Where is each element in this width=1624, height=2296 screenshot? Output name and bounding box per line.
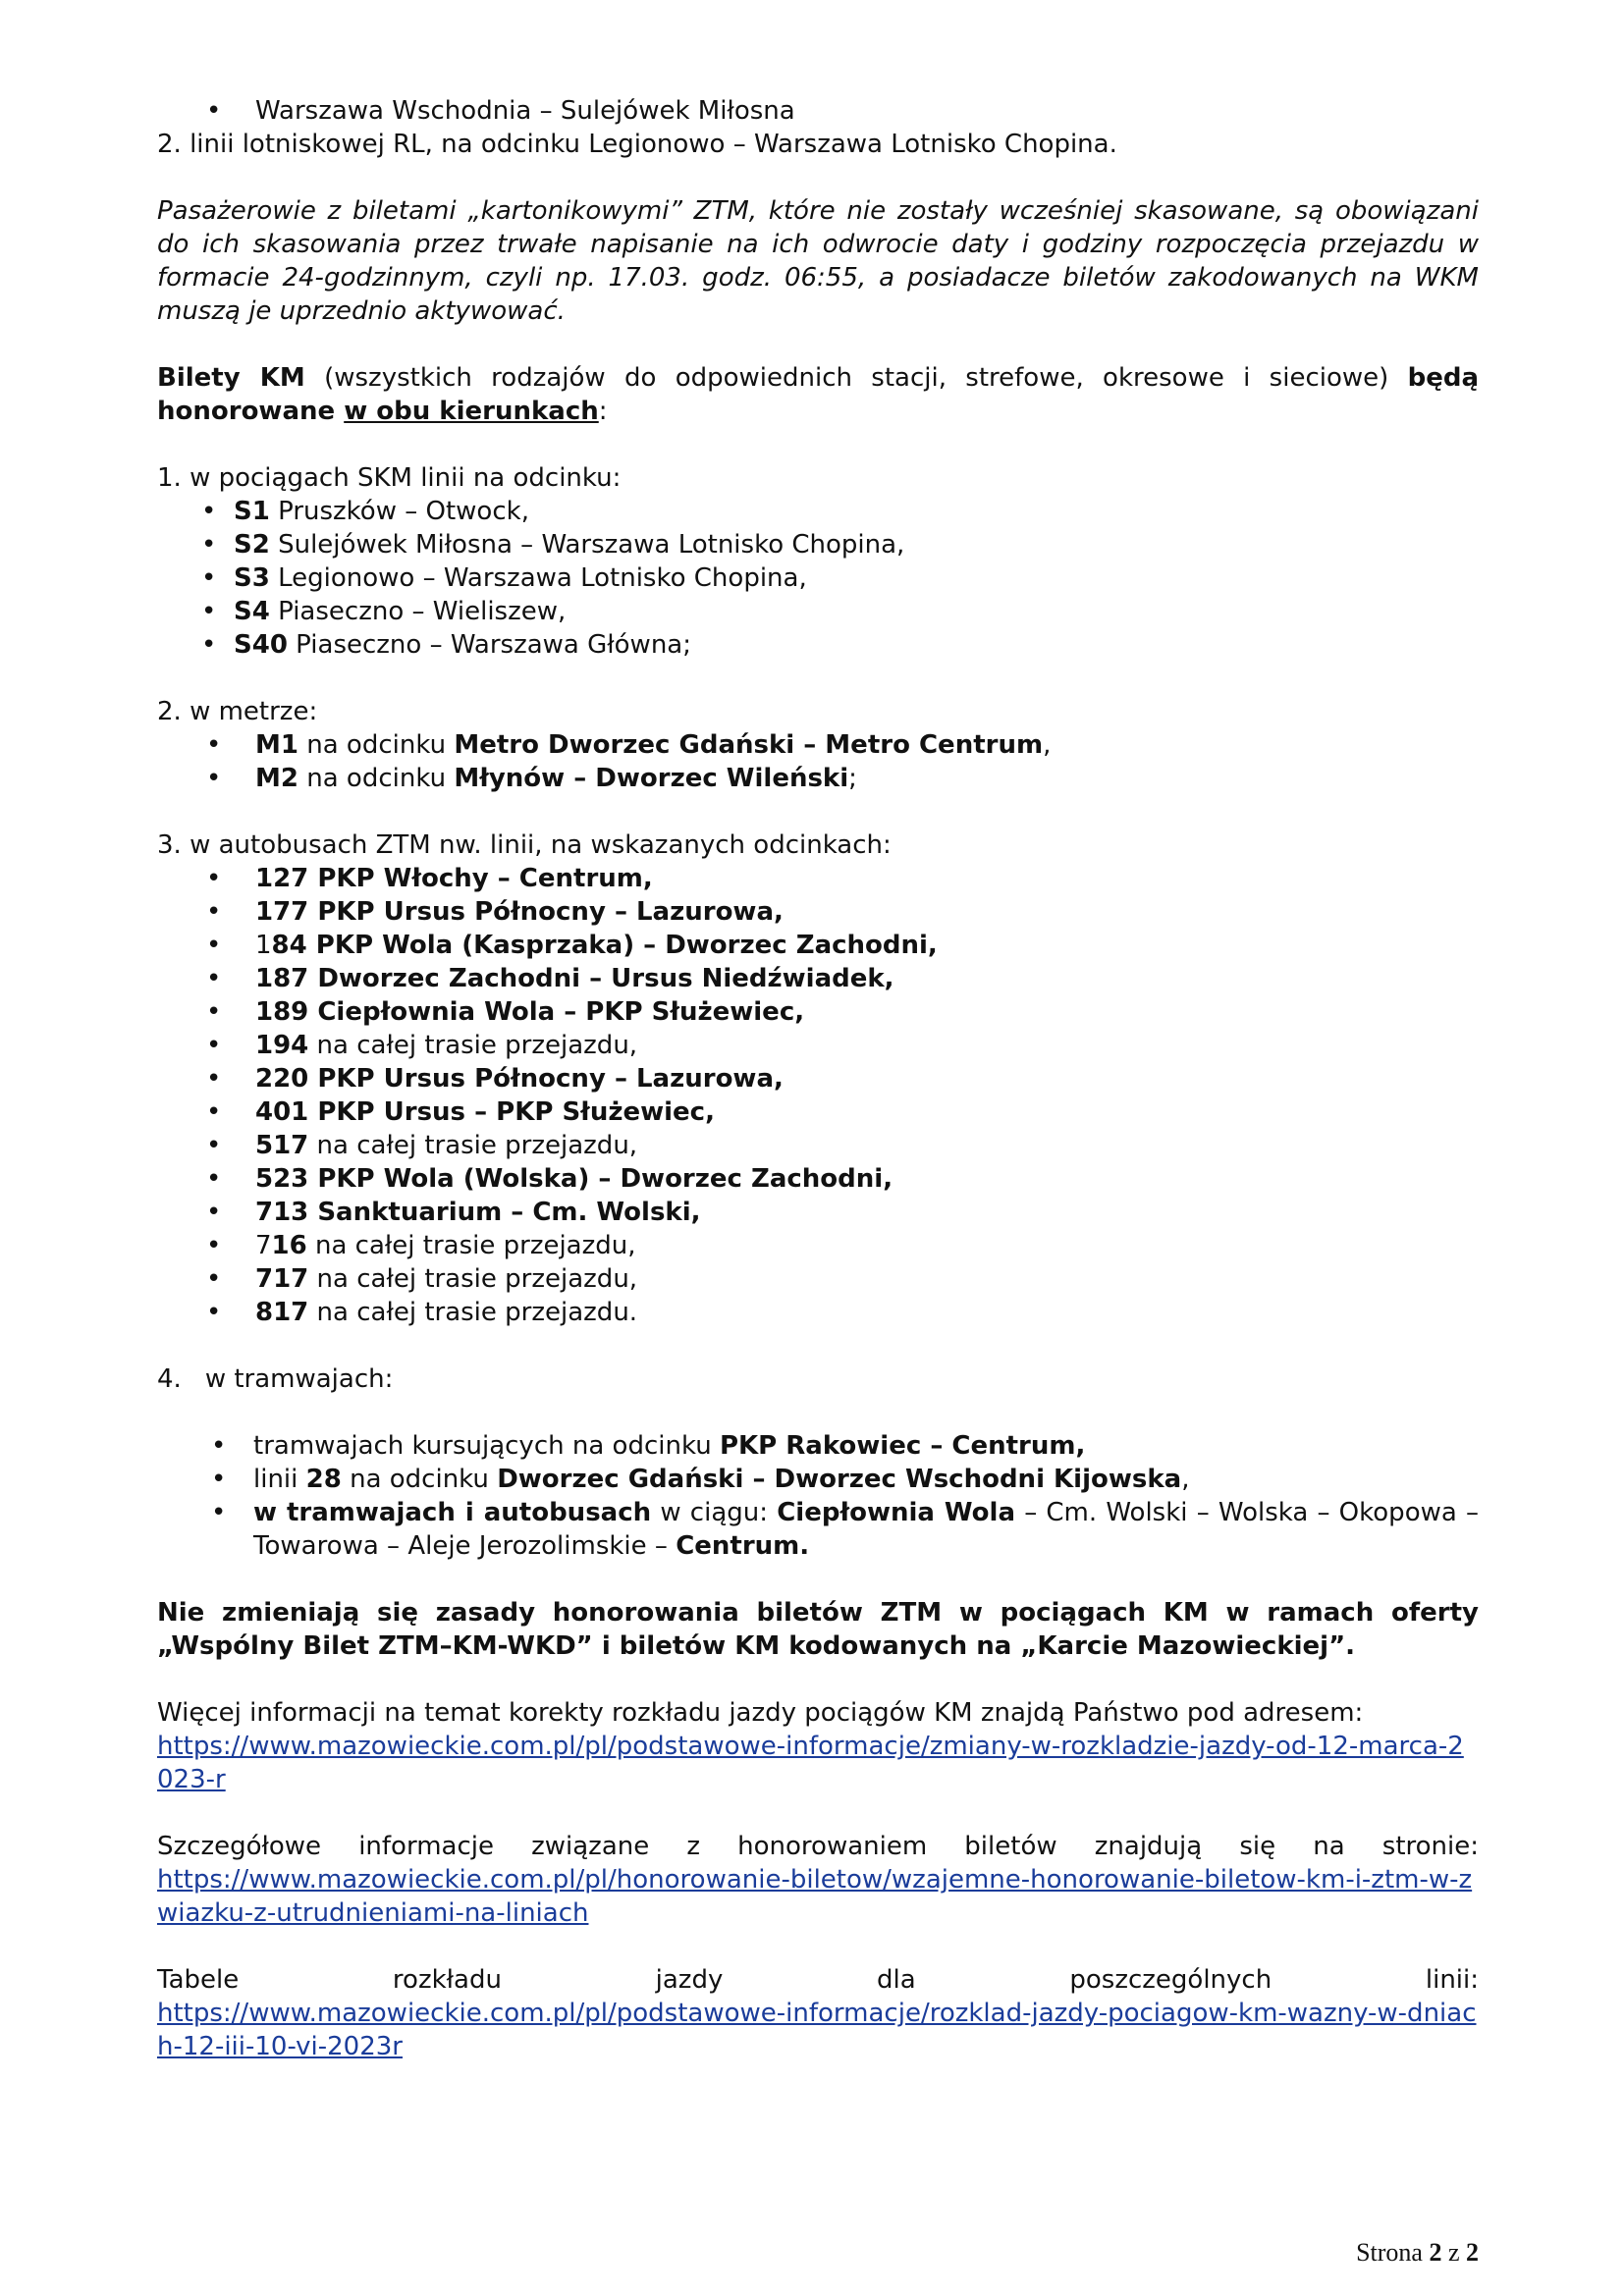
ticket-honoring-link[interactable]: https://www.mazowieckie.com.pl/pl/honorowanie-biletow/wzajemne-honorowanie-biletow-km-i-ztm-w-zwiazku-z-utrudnieniami-na-liniach xyxy=(157,1865,1473,1928)
bullet-icon: • xyxy=(206,1264,222,1294)
bullet-icon: • xyxy=(201,597,217,626)
bus-heading: 3. w autobusach ZTM nw. linii, na wskazanych odcinkach: xyxy=(157,830,892,860)
bullet-icon: • xyxy=(211,1431,227,1461)
list-item: • 517 na całej trasie przejazdu, xyxy=(206,1131,638,1160)
bullet-icon: • xyxy=(206,1031,222,1060)
page-number-footer: Strona 2 z 2 xyxy=(1356,2238,1479,2267)
metro-list xyxy=(157,728,1479,795)
bullet-icon: • xyxy=(206,1131,222,1160)
metro-heading: 2. w metrze: xyxy=(157,697,318,726)
timetable-link[interactable]: https://www.mazowieckie.com.pl/pl/podstawowe-informacje/rozklad-jazdy-pociagow-km-wazny-w-dniach-12-iii-10-vi-2023r xyxy=(157,1999,1477,2061)
document-page xyxy=(157,94,1479,2063)
bullet-icon: • xyxy=(201,497,217,526)
info-honoring-text: Szczegółowe informacje związane z honorowaniem biletów znajdują się na stronie: xyxy=(157,1832,1479,1861)
list-item: • linii 28 na odcinku Dworzec Gdański – Dworzec Wschodni Kijowska, xyxy=(211,1465,1190,1494)
list-item-text: Warszawa Wschodnia – Sulejówek Miłosna xyxy=(255,96,795,126)
list-item: • 189 Ciepłownia Wola – PKP Służewiec, xyxy=(206,997,805,1027)
skm-list xyxy=(157,495,1479,662)
list-item: • 713 Sanktuarium – Cm. Wolski, xyxy=(206,1198,701,1227)
list-item: • 716 na całej trasie przejazdu, xyxy=(206,1231,636,1260)
list-item: • 187 Dworzec Zachodni – Ursus Niedźwiadek, xyxy=(206,964,894,993)
bullet-icon: • xyxy=(206,964,222,993)
bullet-icon: • xyxy=(206,730,222,760)
bullet-icon: • xyxy=(206,764,222,793)
info-timetable-link-line xyxy=(157,1997,1479,2063)
list-item: • S4 Piaseczno – Wieliszew, xyxy=(201,597,567,626)
list-item: • 817 na całej trasie przejazdu. xyxy=(206,1298,638,1327)
bullet-icon: • xyxy=(211,1465,227,1494)
list-item: • M1 na odcinku Metro Dworzec Gdański – Metro Centrum, xyxy=(206,730,1052,760)
bullet-icon: • xyxy=(206,96,222,126)
list-item: • 127 PKP Włochy – Centrum, xyxy=(206,864,653,893)
bullet-icon: • xyxy=(206,1231,222,1260)
bullet-icon: • xyxy=(206,931,222,960)
list-item: • 220 PKP Ursus Północny – Lazurowa, xyxy=(206,1064,784,1094)
list-item: • 401 PKP Ursus – PKP Służewiec, xyxy=(206,1097,715,1127)
list-item: • 184 PKP Wola (Kasprzaka) – Dworzec Zachodni, xyxy=(206,931,938,960)
bullet-icon: • xyxy=(206,1097,222,1127)
list-item: • 177 PKP Ursus Północny – Lazurowa, xyxy=(206,897,784,927)
list-item: • S40 Piaseczno – Warszawa Główna; xyxy=(201,630,691,660)
bullet-icon: • xyxy=(201,563,217,593)
tram-list xyxy=(157,1429,1479,1563)
list-item: • M2 na odcinku Młynów – Dworzec Wileński; xyxy=(206,764,857,793)
bullet-icon: • xyxy=(201,630,217,660)
bullet-icon: • xyxy=(211,1498,227,1527)
bullet-icon: • xyxy=(201,530,217,560)
list-item: • S1 Pruszków – Otwock, xyxy=(201,497,529,526)
list-item: • 194 na całej trasie przejazdu, xyxy=(206,1031,638,1060)
top-bullet-list xyxy=(157,94,1479,128)
info-timetable-text: Tabele rozkładu jazdy dla poszczególnych linii: xyxy=(157,1965,1479,1995)
info-honoring-link-line xyxy=(157,1863,1479,1930)
bullet-icon: • xyxy=(206,997,222,1027)
bus-list xyxy=(157,862,1479,1329)
bullet-icon: • xyxy=(206,1298,222,1327)
airport-line-item: 2. linii lotniskowej RL, na odcinku Legionowo – Warszawa Lotnisko Chopina. xyxy=(157,130,1117,159)
bullet-icon: • xyxy=(206,1164,222,1194)
list-item: • S2 Sulejówek Miłosna – Warszawa Lotnisko Chopina, xyxy=(201,530,905,560)
list-item xyxy=(157,94,1479,128)
notice-paragraph: Nie zmieniają się zasady honorowania biletów ZTM w pociągach KM w ramach oferty „Wspólny Bilet ZTM–KM-WKD” i biletów KM kodowanych na „Karcie Mazowieckiej”. xyxy=(157,1598,1479,1661)
list-item: • S3 Legionowo – Warszawa Lotnisko Chopina, xyxy=(201,563,807,593)
list-item: • w tramwajach i autobusach w ciągu: Ciepłownia Wola – Cm. Wolski – Wolska – Okopowa – Towarowa – Aleje Jerozolimskie – Centrum. xyxy=(211,1498,1479,1561)
info-schedule-link-line xyxy=(157,1730,1479,1796)
list-item: • 523 PKP Wola (Wolska) – Dworzec Zachodni, xyxy=(206,1164,893,1194)
info-schedule-text: Więcej informacji na temat korekty rozkładu jazdy pociągów KM znajdą Państwo pod adresem: xyxy=(157,1698,1364,1728)
km-tickets-paragraph: Bilety KM (wszystkich rodzajów do odpowiednich stacji, strefowe, okresowe i sieciowe) będą honorowane w obu kierunkach: xyxy=(157,363,1479,426)
list-item: • 717 na całej trasie przejazdu, xyxy=(206,1264,638,1294)
list-item: • tramwajach kursujących na odcinku PKP Rakowiec – Centrum, xyxy=(211,1431,1086,1461)
skm-heading: 1. w pociągach SKM linii na odcinku: xyxy=(157,463,622,493)
bullet-icon: • xyxy=(206,1064,222,1094)
tram-heading: 4. w tramwajach: xyxy=(157,1364,394,1394)
ticket-validation-paragraph: Pasażerowie z biletami „kartonikowymi” ZTM, które nie zostały wcześniej skasowane, są obowiązani do ich skasowania przez trwałe napisanie na ich odwrocie daty i godziny rozpoczęcia przejazdu w formacie 24-godzinnym, czyli np. 17.03. godz. 06:55, a posiadacze biletów zakodowanych na WKM muszą je uprzednio aktywować. xyxy=(157,196,1479,326)
schedule-change-link[interactable]: https://www.mazowieckie.com.pl/pl/podstawowe-informacje/zmiany-w-rozkladzie-jazdy-od-12-marca-2023-r xyxy=(157,1732,1464,1794)
bullet-icon: • xyxy=(206,897,222,927)
bullet-icon: • xyxy=(206,864,222,893)
bullet-icon: • xyxy=(206,1198,222,1227)
